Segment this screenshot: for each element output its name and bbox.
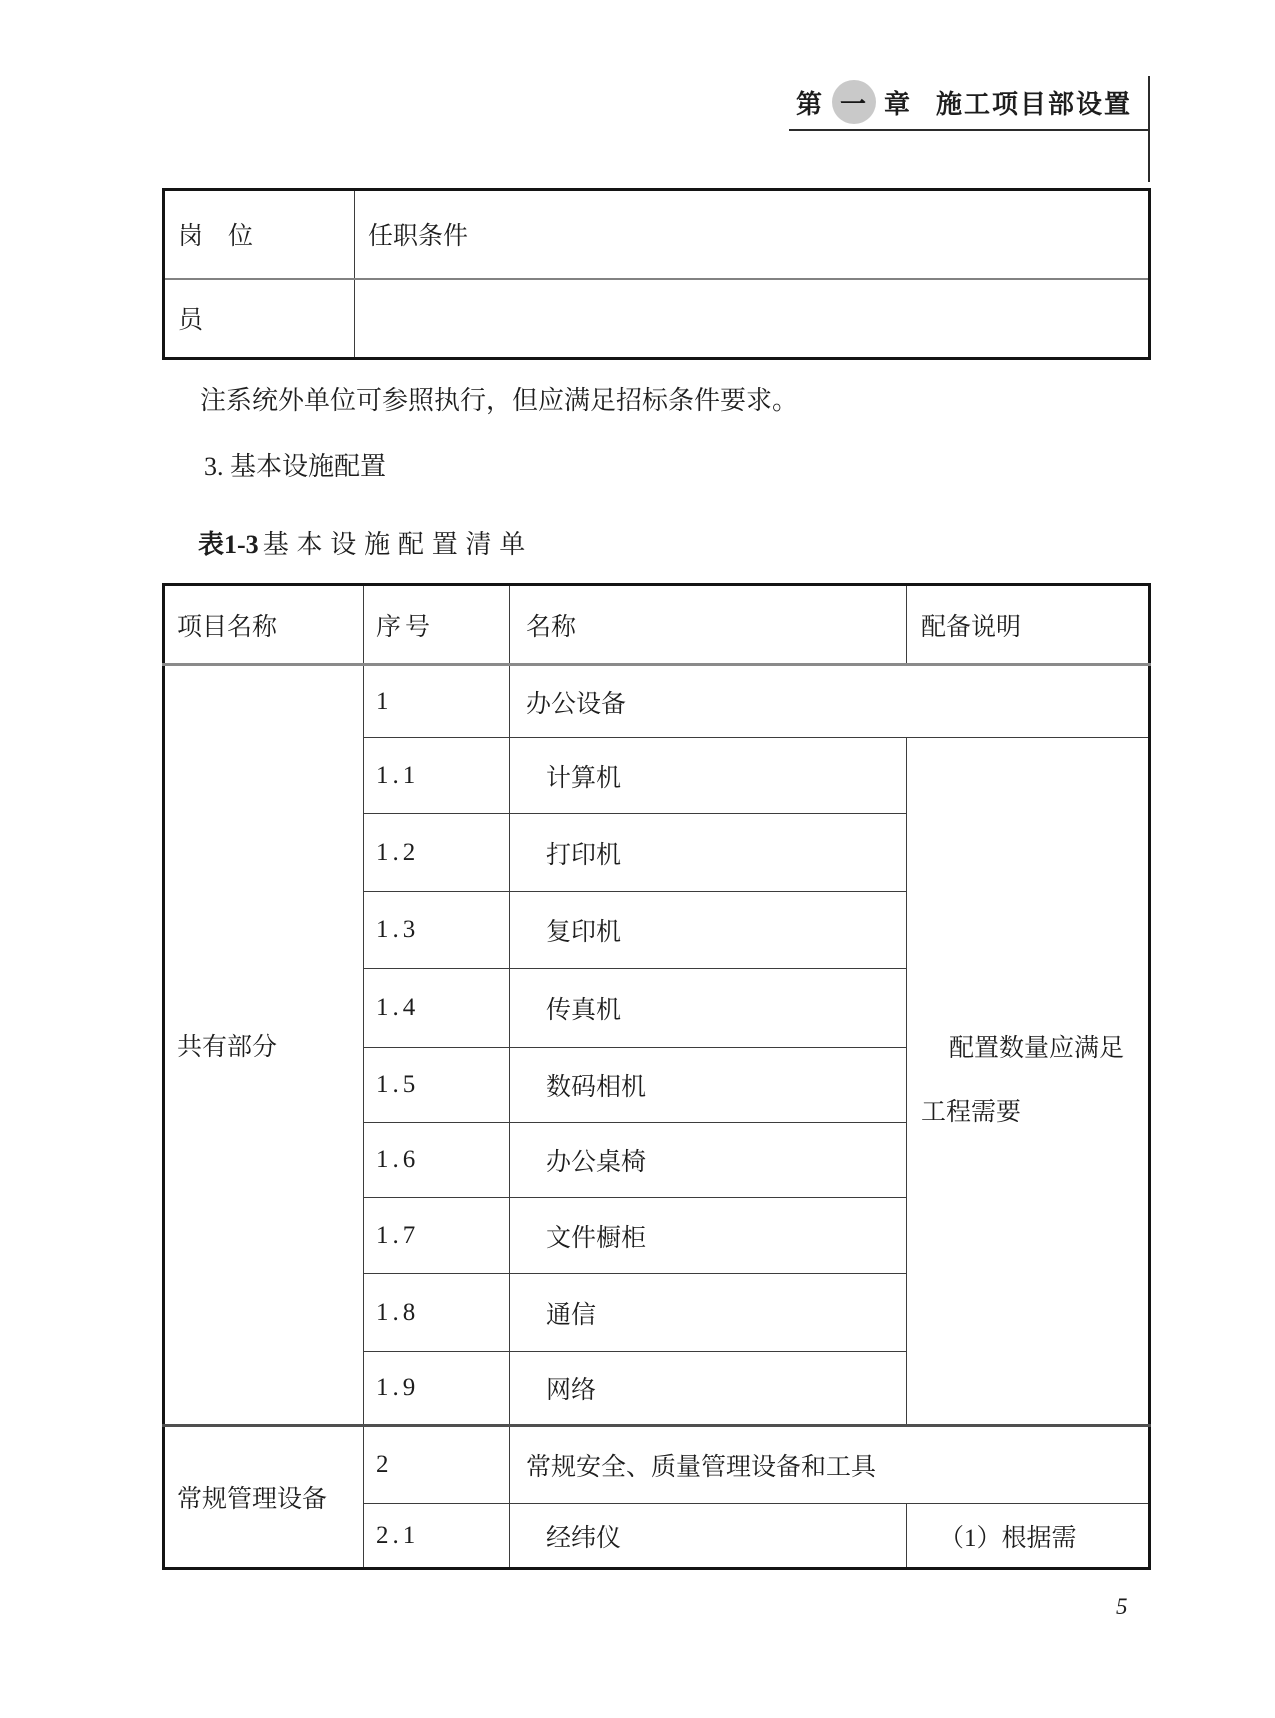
group-label-regular: 常规管理设备 — [164, 1426, 364, 1569]
chapter-prefix: 第 — [795, 88, 824, 119]
group-label-shared: 共有部分 — [164, 665, 364, 1426]
shared-remark-cell — [907, 738, 1150, 1426]
caption-label: 表 — [198, 530, 225, 559]
header-vertical-rule — [1148, 76, 1150, 182]
header-project: 项目名称 — [164, 585, 364, 665]
row-no: 1.1 — [364, 738, 510, 814]
row-remark: （1）根据需 — [907, 1504, 1150, 1569]
row-name: 常规安全、质量管理设备和工具 — [510, 1426, 1150, 1504]
requirements-header-cell: 任职条件 — [355, 190, 1150, 279]
remark-line-1: 配置数量应满足 — [949, 1035, 1125, 1062]
row-no: 1.3 — [364, 892, 510, 969]
row-no: 1 — [364, 665, 510, 738]
row-name: 打印机 — [510, 814, 907, 892]
position-requirements-table — [162, 188, 1151, 360]
table-row — [164, 279, 1150, 359]
row-no: 2 — [364, 1426, 510, 1504]
requirements-cell — [355, 279, 1150, 359]
row-name: 网络 — [510, 1352, 907, 1426]
table-row — [164, 1426, 1150, 1504]
row-no: 1.5 — [364, 1048, 510, 1123]
facilities-table — [162, 583, 1151, 1570]
row-no: 2.1 — [364, 1504, 510, 1569]
row-name: 计算机 — [510, 738, 907, 814]
header-horizontal-rule — [789, 129, 1150, 131]
row-no: 1.6 — [364, 1123, 510, 1198]
row-no: 1.4 — [364, 969, 510, 1048]
row-name: 通信 — [510, 1274, 907, 1352]
table-header-row — [164, 585, 1150, 665]
remark-line-2: 工程需要 — [921, 1099, 1022, 1126]
row-no: 1.2 — [364, 814, 510, 892]
row-no: 1.9 — [364, 1352, 510, 1426]
caption-title: 基本设施配置清单 — [262, 530, 534, 559]
header-remark: 配备说明 — [907, 585, 1150, 665]
caption-number: 1-3 — [224, 530, 259, 559]
row-name: 文件橱柜 — [510, 1198, 907, 1274]
chapter-suffix: 章 — [883, 88, 912, 119]
row-no: 1.7 — [364, 1198, 510, 1274]
row-name: 经纬仪 — [510, 1504, 907, 1569]
section-heading: 3. 基本设施配置 — [204, 452, 387, 481]
table-caption — [198, 524, 533, 561]
row-name: 办公设备 — [510, 665, 1150, 738]
chapter-number: 一 — [839, 88, 868, 119]
chapter-title: 施工项目部设置 — [935, 88, 1132, 119]
row-name: 传真机 — [510, 969, 907, 1048]
row-name: 数码相机 — [510, 1048, 907, 1123]
position-cell: 员 — [164, 279, 355, 359]
header-name: 名称 — [510, 585, 907, 665]
chapter-header — [796, 80, 1132, 124]
row-name: 办公桌椅 — [510, 1123, 907, 1198]
page-number: 5 — [1116, 1594, 1128, 1619]
table-row — [164, 190, 1150, 279]
note-text: 注系统外单位可参照执行，但应满足招标条件要求。 — [200, 386, 799, 415]
position-header-cell: 岗 位 — [164, 190, 355, 279]
table-row — [164, 665, 1150, 738]
header-no: 序号 — [364, 585, 510, 665]
row-name: 复印机 — [510, 892, 907, 969]
row-no: 1.8 — [364, 1274, 510, 1352]
chapter-number-badge — [832, 80, 876, 124]
